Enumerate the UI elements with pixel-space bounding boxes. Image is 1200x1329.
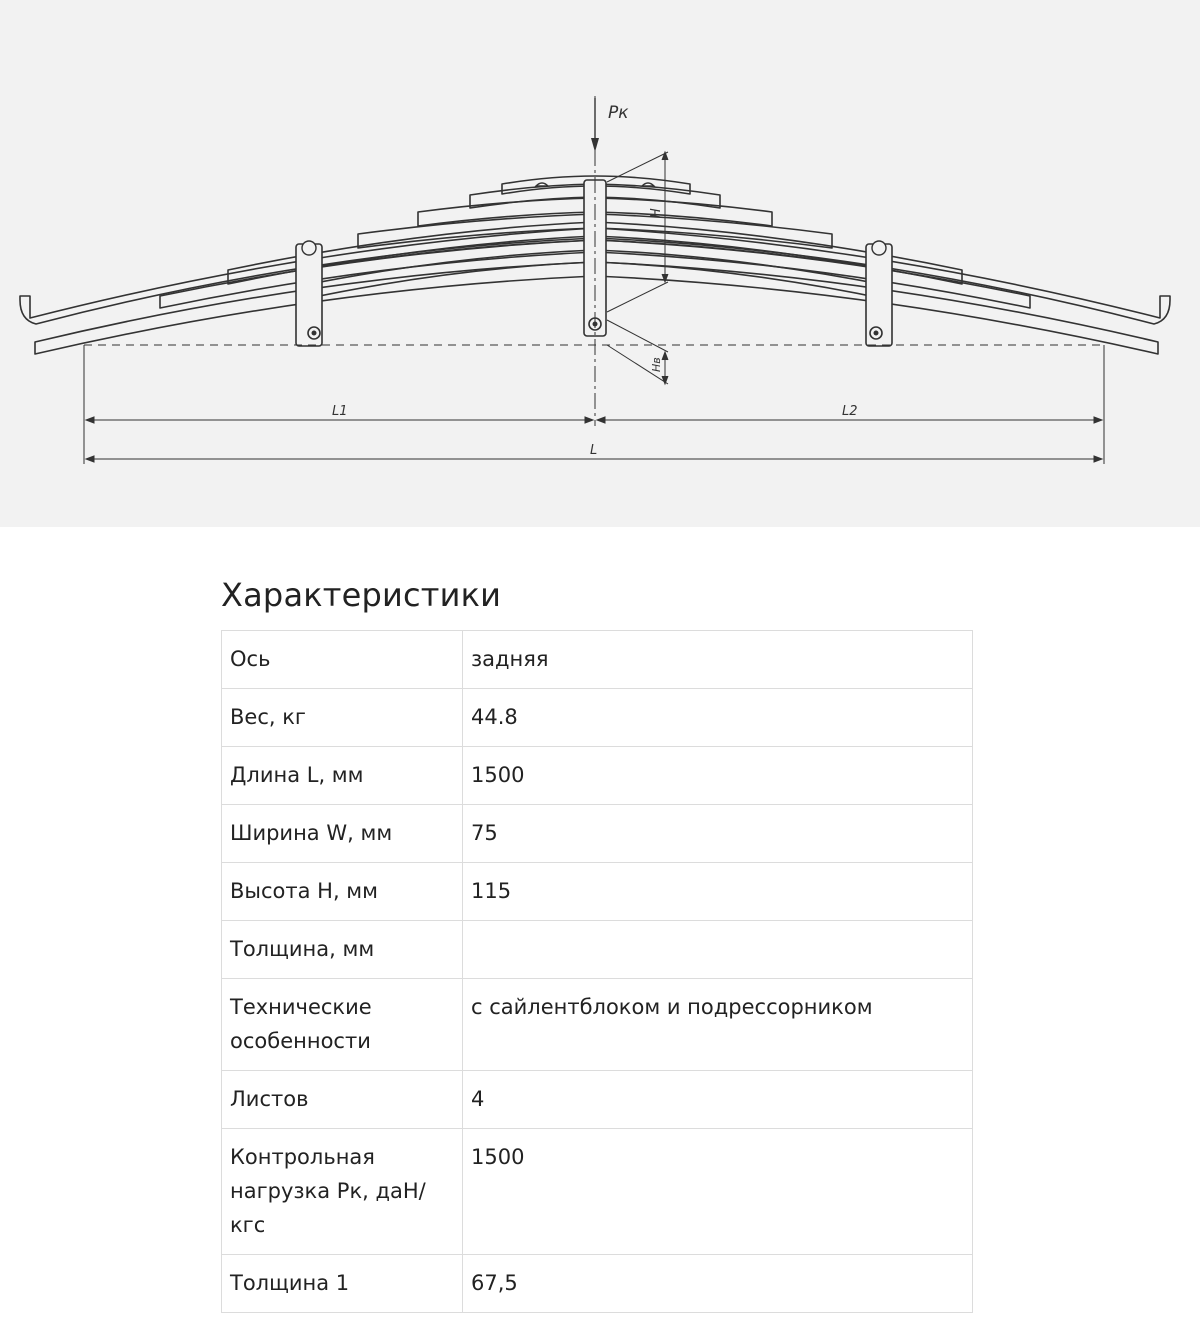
- table-row: [222, 631, 973, 689]
- right-clamp: [866, 241, 892, 346]
- spec-key: Технические особенности: [222, 979, 463, 1071]
- spec-value: [463, 921, 973, 979]
- spec-value: 1500: [463, 1129, 973, 1255]
- spec-key: Толщина 1: [222, 1255, 463, 1313]
- table-row: [222, 1255, 973, 1313]
- table-row: [222, 1129, 973, 1255]
- leaf-spring-drawing: [0, 0, 1200, 527]
- load-arrow: [591, 98, 599, 152]
- deflection-label: Hв: [650, 357, 663, 372]
- table-row: [222, 1071, 973, 1129]
- spec-value: 67,5: [463, 1255, 973, 1313]
- right-length-label: L2: [842, 404, 858, 419]
- table-row: [222, 921, 973, 979]
- spec-key: Толщина, мм: [222, 921, 463, 979]
- left-clamp: [296, 241, 322, 346]
- leaf-spring-svg: [0, 0, 1200, 527]
- spec-key: Контрольная нагрузка Рк, даН/кгс: [222, 1129, 463, 1255]
- table-row: [222, 863, 973, 921]
- spec-key: Длина L, мм: [222, 747, 463, 805]
- table-row: [222, 689, 973, 747]
- spec-value: 44.8: [463, 689, 973, 747]
- spec-key: Вес, кг: [222, 689, 463, 747]
- specs-title: Характеристики: [221, 576, 502, 614]
- specs-table: [221, 630, 973, 1313]
- specs-section: [221, 572, 973, 1313]
- spec-key: Ось: [222, 631, 463, 689]
- spec-value: с сайлентблоком и подрессорником: [463, 979, 973, 1071]
- spec-value: задняя: [463, 631, 973, 689]
- spec-key: Листов: [222, 1071, 463, 1129]
- table-row: [222, 747, 973, 805]
- spec-value: 75: [463, 805, 973, 863]
- load-label: Pк: [608, 103, 629, 123]
- spec-key: Ширина W, мм: [222, 805, 463, 863]
- table-row: [222, 805, 973, 863]
- total-length-label: L: [590, 443, 598, 458]
- left-length-label: L1: [332, 404, 348, 419]
- spec-key: Высота H, мм: [222, 863, 463, 921]
- height-label: H: [649, 208, 664, 218]
- spec-value: 4: [463, 1071, 973, 1129]
- table-row: [222, 979, 973, 1071]
- spec-value: 1500: [463, 747, 973, 805]
- spec-value: 115: [463, 863, 973, 921]
